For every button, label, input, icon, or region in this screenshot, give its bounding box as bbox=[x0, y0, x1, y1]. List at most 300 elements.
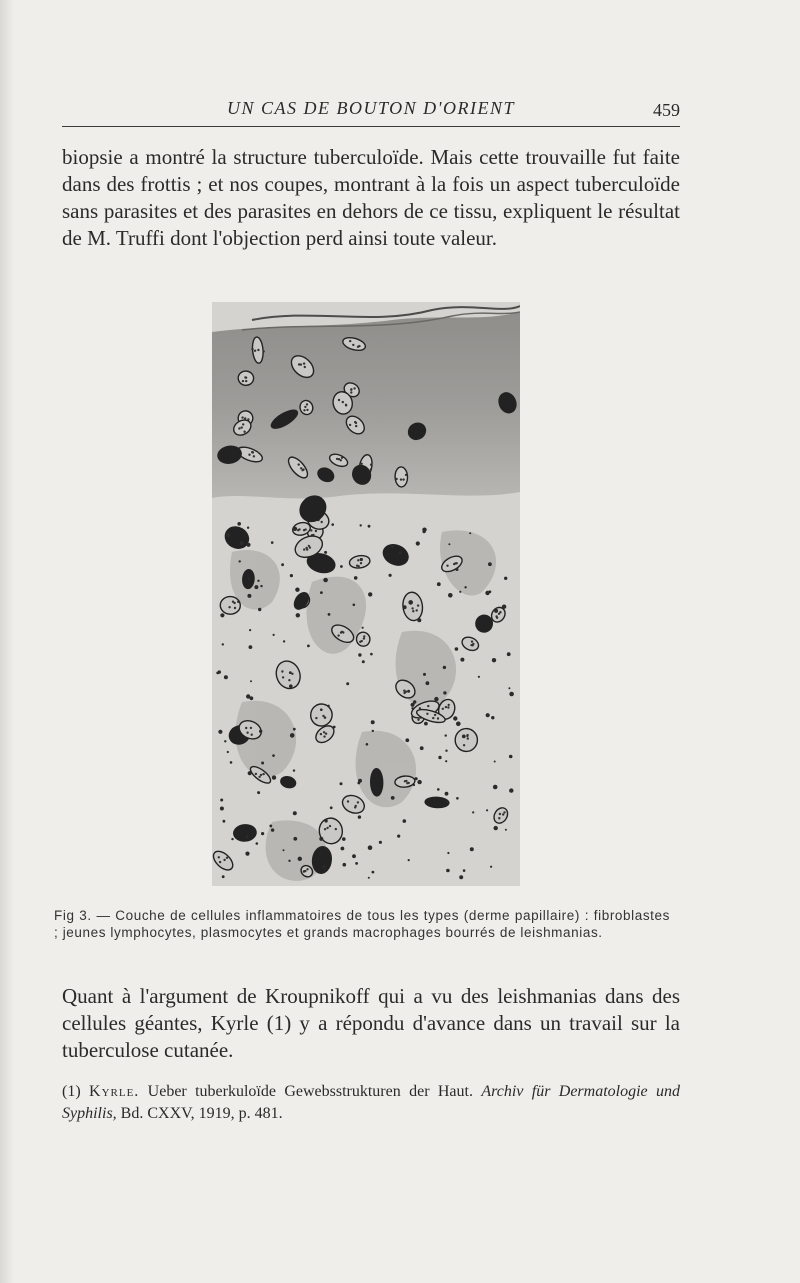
chromatin-dot bbox=[337, 634, 339, 636]
parasite-granule bbox=[324, 819, 327, 822]
chromatin-dot bbox=[363, 635, 365, 637]
chromatin-dot bbox=[262, 773, 264, 775]
parasite-granule bbox=[405, 738, 409, 742]
chromatin-dot bbox=[370, 464, 372, 466]
chromatin-dot bbox=[303, 870, 305, 872]
footnote-journal: Archiv für Dermatologie und Syphilis, bbox=[62, 1083, 681, 1122]
parasite-granule bbox=[290, 574, 293, 577]
parasite-granule bbox=[508, 687, 510, 689]
parasite-granule bbox=[283, 849, 285, 851]
parasite-granule bbox=[261, 832, 264, 835]
parasite-granule bbox=[411, 703, 415, 707]
parasite-granule bbox=[231, 838, 233, 840]
parasite-granule bbox=[330, 806, 333, 809]
chromatin-dot bbox=[219, 861, 221, 863]
chromatin-dot bbox=[437, 717, 439, 719]
parasite-granule bbox=[437, 788, 440, 791]
parasite-granule bbox=[459, 591, 461, 593]
parasite-granule bbox=[289, 671, 292, 674]
parasite-granule bbox=[259, 730, 262, 733]
chromatin-dot bbox=[342, 631, 344, 633]
parasite-granule bbox=[352, 854, 356, 858]
chromatin-dot bbox=[303, 548, 305, 550]
parasite-granule bbox=[296, 613, 300, 617]
parasite-granule bbox=[372, 871, 375, 874]
page-edge-shadow bbox=[0, 0, 14, 1283]
cell-nucleus bbox=[220, 596, 241, 615]
chromatin-dot bbox=[226, 857, 228, 859]
chromatin-dot bbox=[303, 409, 305, 411]
chromatin-dot bbox=[467, 737, 469, 739]
chromatin-dot bbox=[363, 637, 365, 639]
parasite-granule bbox=[366, 743, 369, 746]
chromatin-dot bbox=[434, 714, 436, 716]
parasite-granule bbox=[360, 524, 362, 526]
chromatin-dot bbox=[321, 521, 323, 523]
parasite-granule bbox=[272, 775, 276, 779]
parasite-granule bbox=[331, 523, 334, 526]
chromatin-dot bbox=[412, 610, 414, 612]
chromatin-dot bbox=[361, 463, 363, 465]
parasite-granule bbox=[478, 676, 480, 678]
parasite-granule bbox=[257, 580, 259, 582]
parasite-granule bbox=[463, 869, 466, 872]
parasite-granule bbox=[491, 716, 494, 719]
parasite-granule bbox=[249, 645, 253, 649]
parasite-granule bbox=[220, 807, 224, 811]
chromatin-dot bbox=[432, 717, 434, 719]
chromatin-dot bbox=[357, 559, 359, 561]
parasite-granule bbox=[434, 697, 438, 701]
parasite-granule bbox=[464, 586, 466, 588]
chromatin-dot bbox=[349, 424, 351, 426]
chromatin-dot bbox=[248, 454, 250, 456]
parasite-granule bbox=[307, 645, 310, 648]
chromatin-dot bbox=[446, 565, 448, 567]
chromatin-dot bbox=[315, 530, 317, 532]
parasite-granule bbox=[343, 863, 347, 867]
parasite-granule bbox=[459, 875, 463, 879]
parasite-granule bbox=[415, 777, 418, 780]
chromatin-dot bbox=[304, 366, 306, 368]
chromatin-dot bbox=[323, 731, 325, 733]
parasite-granule bbox=[443, 666, 446, 669]
footnote-marker: (1) bbox=[62, 1083, 81, 1100]
parasite-granule bbox=[293, 728, 296, 731]
parasite-granule bbox=[246, 543, 250, 547]
parasite-granule bbox=[502, 605, 506, 609]
chromatin-dot bbox=[281, 670, 283, 672]
chromatin-dot bbox=[400, 478, 402, 480]
parasite-granule bbox=[308, 545, 310, 547]
chromatin-dot bbox=[417, 719, 419, 721]
parasite-granule bbox=[447, 852, 449, 854]
chromatin-dot bbox=[357, 801, 359, 803]
parasite-granule bbox=[293, 837, 297, 841]
chromatin-dot bbox=[408, 782, 410, 784]
parasite-granule bbox=[460, 658, 464, 662]
parasite-granule bbox=[298, 857, 302, 861]
histology-figure bbox=[212, 302, 520, 886]
parasite-granule bbox=[413, 784, 415, 786]
parasite-granule bbox=[445, 750, 447, 752]
parasite-granule bbox=[342, 837, 346, 841]
chromatin-dot bbox=[306, 409, 308, 411]
chromatin-dot bbox=[336, 458, 338, 460]
parasite-granule bbox=[260, 585, 262, 587]
parasite-granule bbox=[323, 865, 326, 868]
parasite-granule bbox=[426, 681, 430, 685]
parasite-granule bbox=[248, 578, 250, 580]
parasite-granule bbox=[245, 852, 249, 856]
body-paragraph-1: biopsie a montré la structure tuberculoïde. Mais cette trouvaille fut faite dans des frottis ; et nos coupes, montrant à la fois un aspect tuberculoïde sans parasites et des parasites en dehors de ce tissu, expliquent le résultat de M. Truffi dont l'objection perd ainsi toute valeur. bbox=[62, 145, 680, 250]
chromatin-dot bbox=[447, 706, 449, 708]
chromatin-dot bbox=[345, 404, 347, 406]
parasite-granule bbox=[486, 713, 490, 717]
parasite-granule bbox=[438, 756, 441, 759]
parasite-granule bbox=[324, 551, 327, 554]
parasite-granule bbox=[222, 875, 225, 878]
parasite-granule bbox=[358, 779, 362, 783]
chromatin-dot bbox=[241, 416, 243, 418]
parasite-granule bbox=[379, 841, 382, 844]
parasite-granule bbox=[391, 545, 394, 548]
footnote-author: Kyrle. bbox=[89, 1083, 140, 1100]
chromatin-dot bbox=[234, 607, 236, 609]
parasite-granule bbox=[271, 828, 274, 831]
chromatin-dot bbox=[354, 806, 356, 808]
chromatin-dot bbox=[404, 780, 406, 782]
chromatin-dot bbox=[498, 817, 500, 819]
parasite-granule bbox=[509, 755, 513, 759]
parasite-granule bbox=[372, 730, 374, 732]
parasite-granule bbox=[340, 565, 343, 568]
chromatin-dot bbox=[357, 346, 359, 348]
chromatin-dot bbox=[326, 827, 328, 829]
chromatin-dot bbox=[304, 406, 306, 408]
chromatin-dot bbox=[442, 708, 444, 710]
chromatin-dot bbox=[454, 562, 456, 564]
parasite-granule bbox=[509, 788, 513, 792]
parasite-granule bbox=[407, 690, 410, 693]
parasite-granule bbox=[222, 643, 224, 645]
parasite-granule bbox=[505, 829, 507, 831]
parasite-granule bbox=[453, 716, 457, 720]
parasite-granule bbox=[281, 563, 284, 566]
figure-caption: Fig 3. — Couche de cellules inflammatoires de tous les types (derme papillaire) : fibroblastes ; jeunes lymphocytes, plasmocytes et grands macrophages bourrés de leishmanias. bbox=[54, 908, 670, 940]
parasite-granule bbox=[490, 866, 492, 868]
parasite-granule bbox=[240, 541, 244, 545]
page-number: 459 bbox=[653, 100, 680, 120]
parasite-granule bbox=[408, 600, 413, 605]
chromatin-dot bbox=[353, 387, 355, 389]
parasite-granule bbox=[360, 558, 363, 561]
parasite-granule bbox=[319, 837, 323, 841]
parasite-granule bbox=[353, 604, 356, 607]
chromatin-dot bbox=[252, 451, 254, 453]
parasite-granule bbox=[469, 532, 471, 534]
parasite-granule bbox=[237, 601, 239, 603]
parasite-granule bbox=[403, 605, 407, 609]
parasite-granule bbox=[290, 733, 295, 738]
parasite-granule bbox=[293, 811, 297, 815]
parasite-granule bbox=[416, 541, 420, 545]
chromatin-dot bbox=[403, 692, 405, 694]
chromatin-dot bbox=[246, 732, 248, 734]
cell-nucleus bbox=[455, 728, 478, 752]
parasite-granule bbox=[227, 751, 229, 753]
chromatin-dot bbox=[245, 380, 247, 382]
parasite-granule bbox=[445, 792, 449, 796]
parasite-granule bbox=[223, 820, 226, 823]
parasite-granule bbox=[230, 761, 233, 764]
parasite-granule bbox=[272, 754, 275, 757]
parasite-granule bbox=[246, 835, 249, 838]
parasite-granule bbox=[437, 582, 441, 586]
parasite-granule bbox=[289, 684, 293, 688]
chromatin-dot bbox=[244, 417, 246, 419]
parasite-granule bbox=[269, 825, 272, 828]
parasite-granule bbox=[273, 634, 275, 636]
parasite-granule bbox=[328, 613, 331, 616]
chromatin-dot bbox=[260, 774, 262, 776]
parasite-granule bbox=[247, 594, 251, 598]
chromatin-dot bbox=[250, 727, 252, 729]
parasite-granule bbox=[250, 680, 252, 682]
chromatin-dot bbox=[251, 348, 253, 350]
parasite-granule bbox=[504, 577, 507, 580]
chromatin-dot bbox=[324, 828, 326, 830]
parasite-granule bbox=[220, 799, 223, 802]
chromatin-dot bbox=[254, 350, 256, 352]
parasite-granule bbox=[304, 595, 306, 597]
parasite-granule bbox=[494, 609, 498, 613]
chromatin-dot bbox=[427, 705, 429, 707]
chromatin-dot bbox=[448, 704, 450, 706]
chromatin-dot bbox=[323, 735, 325, 737]
chromatin-dot bbox=[338, 399, 340, 401]
chromatin-dot bbox=[297, 529, 299, 531]
chromatin-dot bbox=[253, 455, 255, 457]
parasite-granule bbox=[389, 574, 392, 577]
footnote bbox=[62, 1081, 680, 1125]
parasite-granule bbox=[370, 653, 373, 656]
chromatin-dot bbox=[416, 609, 418, 611]
parasite-granule bbox=[397, 835, 400, 838]
parasite-granule bbox=[293, 527, 297, 531]
parasite-granule bbox=[340, 782, 343, 785]
parasite-granule bbox=[250, 696, 254, 700]
chromatin-dot bbox=[258, 776, 260, 778]
chromatin-dot bbox=[355, 425, 357, 427]
parasite-granule bbox=[408, 859, 410, 861]
parasite-granule bbox=[354, 576, 358, 580]
chromatin-dot bbox=[360, 562, 362, 564]
parasite-granule bbox=[448, 543, 450, 545]
chromatin-dot bbox=[472, 643, 474, 645]
parasite-granule bbox=[462, 735, 466, 739]
parasite-granule bbox=[368, 877, 370, 879]
chromatin-dot bbox=[243, 431, 245, 433]
parasite-granule bbox=[271, 541, 274, 544]
chromatin-dot bbox=[347, 800, 349, 802]
parasite-granule bbox=[293, 769, 295, 771]
parasite-granule bbox=[456, 797, 459, 800]
chromatin-dot bbox=[242, 380, 244, 382]
parasite-granule bbox=[218, 730, 222, 734]
parasite-granule bbox=[445, 760, 447, 762]
chromatin-dot bbox=[395, 478, 397, 480]
chromatin-dot bbox=[350, 388, 352, 390]
parasite-granule bbox=[445, 734, 447, 736]
parasite-granule bbox=[261, 762, 264, 765]
parasite-granule bbox=[362, 627, 364, 629]
parasite-granule bbox=[509, 692, 514, 697]
parasite-granule bbox=[355, 862, 358, 865]
chromatin-dot bbox=[405, 474, 407, 476]
parasite-granule bbox=[346, 682, 349, 685]
parasite-granule bbox=[411, 707, 413, 709]
parasite-granule bbox=[239, 560, 241, 562]
running-title: UN CAS DE BOUTON D'ORIENT bbox=[226, 98, 516, 118]
chromatin-dot bbox=[499, 813, 501, 815]
chromatin-dot bbox=[288, 679, 290, 681]
body-paragraph-2: Quant à l'argument de Kroupnikoff qui a vu des leishmanias dans des cellules géantes, Kyrle (1) y a répondu d'avance dans un travail sur la tuberculose cutanée. bbox=[62, 984, 680, 1062]
chromatin-dot bbox=[223, 859, 225, 861]
parasite-granule bbox=[420, 746, 424, 750]
chromatin-dot bbox=[257, 349, 259, 351]
chromatin-dot bbox=[370, 468, 372, 470]
parasite-granule bbox=[248, 771, 252, 775]
chromatin-dot bbox=[255, 773, 257, 775]
parasite-granule bbox=[254, 585, 258, 589]
parasite-granule bbox=[488, 562, 492, 566]
parasite-granule bbox=[256, 842, 259, 845]
chromatin-dot bbox=[361, 640, 363, 642]
parasite-granule bbox=[455, 647, 459, 651]
parasite-granule bbox=[456, 722, 461, 727]
parasite-granule bbox=[288, 860, 290, 862]
chromatin-dot bbox=[329, 825, 331, 827]
parasite-granule bbox=[456, 568, 459, 571]
parasite-granule bbox=[237, 522, 241, 526]
chromatin-dot bbox=[463, 744, 465, 746]
chromatin-dot bbox=[300, 363, 302, 365]
chromatin-dot bbox=[245, 727, 247, 729]
chromatin-dot bbox=[340, 631, 342, 633]
parasite-granule bbox=[362, 660, 365, 663]
chromatin-dot bbox=[354, 421, 356, 423]
chromatin-dot bbox=[245, 377, 247, 379]
histology-illustration bbox=[212, 302, 520, 886]
chromatin-dot bbox=[306, 868, 308, 870]
chromatin-dot bbox=[302, 468, 304, 470]
chromatin-dot bbox=[315, 717, 317, 719]
parasite-granule bbox=[489, 590, 492, 593]
parasite-granule bbox=[358, 815, 361, 818]
chromatin-dot bbox=[496, 617, 498, 619]
parasite-granule bbox=[368, 592, 372, 596]
chromatin-dot bbox=[402, 478, 404, 480]
chromatin-dot bbox=[303, 362, 305, 364]
parasite-granule bbox=[247, 527, 249, 529]
chromatin-dot bbox=[304, 528, 306, 530]
chromatin-dot bbox=[426, 713, 428, 715]
chromatin-dot bbox=[306, 403, 308, 405]
chromatin-dot bbox=[503, 811, 505, 813]
parasite-granule bbox=[368, 845, 373, 850]
parasite-granule bbox=[493, 785, 498, 790]
chromatin-dot bbox=[218, 856, 220, 858]
chromatin-dot bbox=[466, 735, 468, 737]
chromatin-dot bbox=[305, 547, 307, 549]
footnote-details: Bd. CXXV, 1919, p. 481. bbox=[120, 1105, 283, 1122]
parasite-granule bbox=[283, 640, 285, 642]
chromatin-dot bbox=[298, 463, 300, 465]
chromatin-dot bbox=[352, 344, 354, 346]
parasite-granule bbox=[327, 705, 330, 708]
parasite-granule bbox=[417, 618, 421, 622]
chromatin-dot bbox=[228, 606, 230, 608]
chromatin-dot bbox=[282, 676, 284, 678]
parasite-granule bbox=[423, 673, 426, 676]
chromatin-dot bbox=[263, 350, 265, 352]
parasite-granule bbox=[220, 613, 224, 617]
parasite-granule bbox=[249, 629, 251, 631]
parasite-granule bbox=[226, 533, 231, 538]
chromatin-dot bbox=[251, 734, 253, 736]
chromatin-dot bbox=[411, 607, 413, 609]
parasite-granule bbox=[403, 819, 407, 823]
parasite-granule bbox=[224, 740, 226, 742]
footnote-title: Ueber tuberkuloïde Gewebsstrukturen der Haut. bbox=[147, 1083, 473, 1100]
parasite-granule bbox=[323, 578, 328, 583]
parasite-granule bbox=[494, 761, 496, 763]
chromatin-dot bbox=[499, 611, 501, 613]
parasite-granule bbox=[224, 675, 228, 679]
chromatin-dot bbox=[325, 733, 327, 735]
chromatin-dot bbox=[340, 459, 342, 461]
parasite-granule bbox=[358, 653, 361, 656]
parasite-granule bbox=[368, 525, 371, 528]
chromatin-dot bbox=[320, 733, 322, 735]
chromatin-dot bbox=[238, 427, 240, 429]
parasite-granule bbox=[446, 869, 450, 873]
chromatin-dot bbox=[417, 604, 419, 606]
parasite-granule bbox=[258, 608, 261, 611]
parasite-granule bbox=[448, 593, 453, 598]
parasite-granule bbox=[494, 826, 498, 830]
parasite-granule bbox=[424, 722, 428, 726]
chromatin-dot bbox=[350, 391, 352, 393]
parasite-granule bbox=[486, 809, 488, 811]
parasite-granule bbox=[391, 796, 395, 800]
chromatin-dot bbox=[300, 467, 302, 469]
chromatin-dot bbox=[445, 706, 447, 708]
parasite-granule bbox=[320, 591, 323, 594]
parasite-granule bbox=[492, 658, 496, 662]
chromatin-dot bbox=[335, 828, 337, 830]
chromatin-dot bbox=[241, 426, 243, 428]
parasite-granule bbox=[446, 801, 448, 803]
chromatin-dot bbox=[233, 602, 235, 604]
parasite-granule bbox=[423, 530, 426, 533]
chromatin-dot bbox=[502, 813, 504, 815]
chromatin-dot bbox=[342, 401, 344, 403]
chromatin-dot bbox=[349, 340, 351, 342]
parasite-granule bbox=[333, 726, 336, 729]
cell-nucleus bbox=[370, 769, 382, 796]
